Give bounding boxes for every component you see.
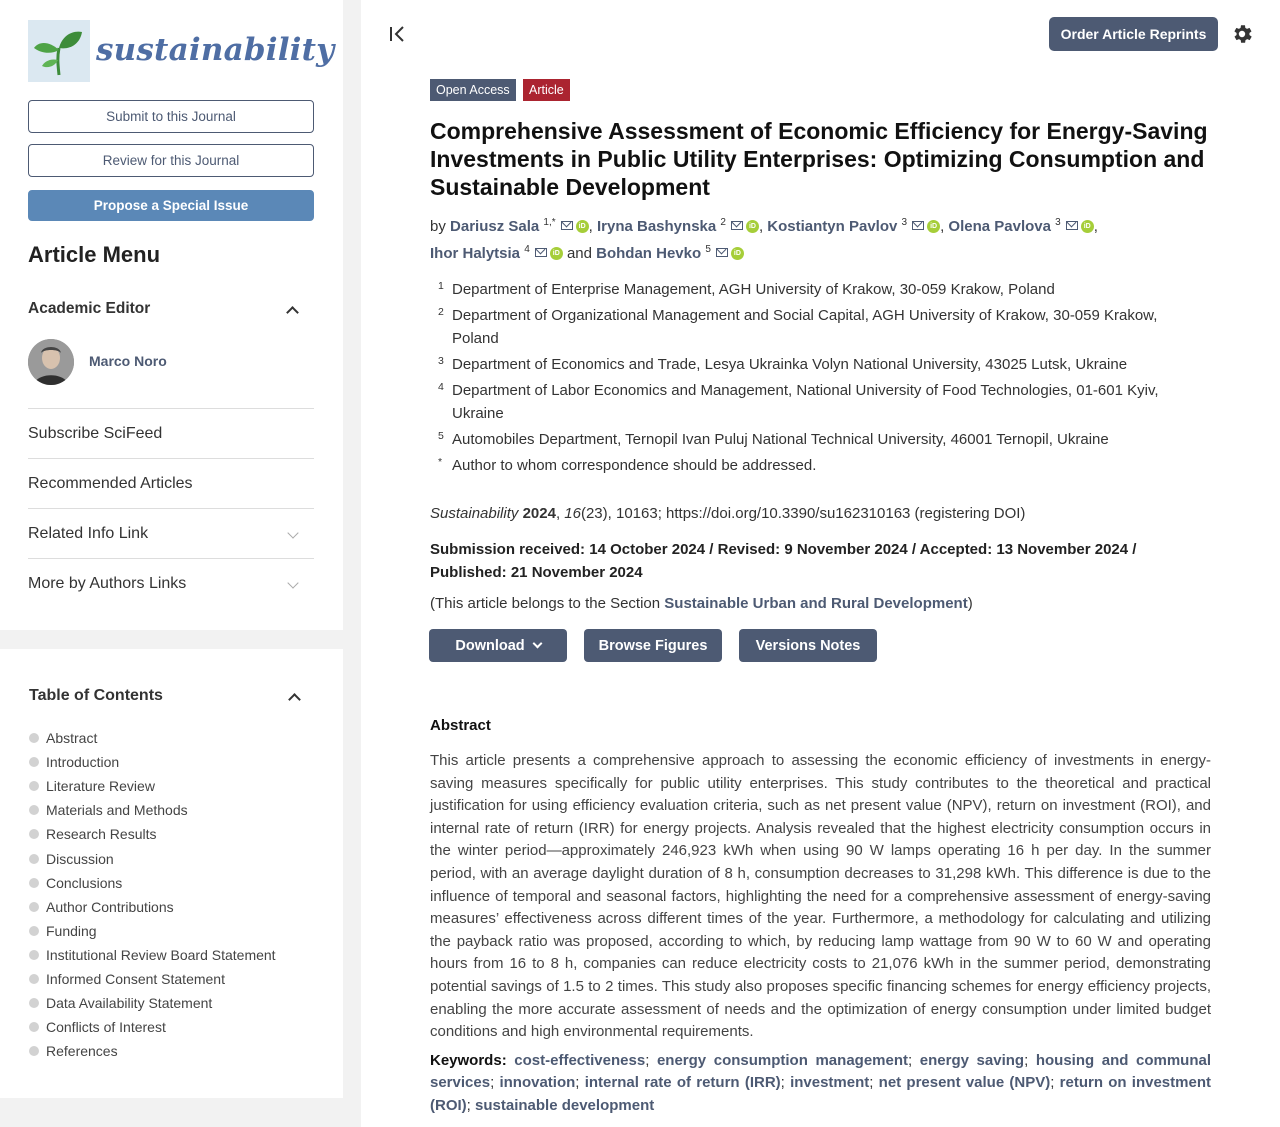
citation-volume: 16 [564, 505, 581, 522]
author-sup: 1,* [543, 217, 556, 228]
keyword-link[interactable]: housing and communal services [430, 1052, 1212, 1092]
affiliation-text: Automobiles Department, Ternopil Ivan Puluj National Technical University, 46001 Ternopil, Ukraine [452, 431, 1109, 448]
orcid-icon[interactable]: iD [746, 220, 759, 233]
article-menu-heading: Article Menu [28, 242, 161, 267]
affiliation [430, 379, 1170, 425]
bullet-icon [29, 1022, 39, 1032]
link-label: Related Info Link [28, 524, 149, 542]
bullet-icon [29, 757, 39, 767]
author-link[interactable]: Kostiantyn Pavlov [767, 218, 898, 235]
chevron-down-icon [532, 639, 542, 649]
link-label: Subscribe SciFeed [28, 424, 163, 442]
related-info-link[interactable] [28, 508, 314, 558]
bullet-icon [29, 926, 39, 936]
orcid-icon[interactable]: iD [927, 220, 940, 233]
journal-logo[interactable] [28, 20, 335, 82]
toc-item-label: Data Availability Statement [46, 995, 213, 1012]
author-link[interactable]: Olena Pavlova [948, 218, 1051, 235]
bullet-icon [29, 974, 39, 984]
affiliation-text: Department of Labor Economics and Management, National University of Food Technologies, 01-601 Kyiv, Ukraine [452, 382, 1159, 422]
section-suffix: ) [967, 595, 973, 612]
publication-dates: Submission received: 14 October 2024 / Revised: 9 November 2024 / Accepted: 13 November 2024 / Published: 21 November 2024 [430, 541, 1137, 581]
gear-icon[interactable] [1230, 22, 1254, 46]
affiliation-text: Department of Enterprise Management, AGH University of Krakow, 30-059 Krakow, Poland [452, 281, 1055, 298]
toc-item[interactable] [29, 846, 276, 870]
author-sup: 3 [1055, 217, 1061, 228]
keyword-link[interactable]: energy saving [919, 1052, 1025, 1069]
toc-list [29, 726, 276, 1063]
toc-item[interactable] [29, 726, 276, 750]
order-reprints-button[interactable]: Order Article Reprints [1049, 17, 1218, 51]
mail-icon[interactable] [716, 248, 728, 257]
keywords: Keywords: cost-effectiveness; energy consumption management; energy saving; housing and communal services; innovation; internal rate of return (IRR); investment; net present value (NPV); return on investment (ROI); sustainable development [430, 1052, 1212, 1114]
toc-item[interactable] [29, 750, 276, 774]
affiliations-list [430, 278, 1170, 480]
article-title: Comprehensive Assessment of Economic Efficiency for Energy-Saving Investments in Public Utility Enterprises: Optimizing Consumption and Sustainable Development [430, 118, 1208, 200]
affiliation-number: * [438, 456, 443, 468]
chevron-down-icon [287, 527, 298, 538]
bullet-icon [29, 902, 39, 912]
keyword-link[interactable]: cost-effectiveness [514, 1052, 646, 1069]
bullet-icon [29, 733, 39, 743]
toc-item-label: Literature Review [46, 778, 155, 795]
toc-item[interactable] [29, 967, 276, 991]
author-link[interactable]: Dariusz Sala [450, 218, 540, 235]
keyword-link[interactable]: sustainable development [475, 1096, 655, 1114]
citation-year: 2024 [522, 505, 556, 522]
author-sup: 3 [901, 217, 908, 228]
author-link[interactable]: Iryna Bashynska [596, 218, 717, 235]
bullet-icon [29, 805, 39, 815]
affiliation-number: 1 [438, 280, 444, 292]
orcid-icon[interactable]: iD [550, 247, 563, 260]
bullet-icon [29, 950, 39, 960]
affiliation [430, 428, 1170, 451]
mail-icon[interactable] [561, 221, 573, 230]
author-sup: 2 [720, 217, 726, 228]
citation: Sustainability 2024, 16(23), 10163; https://doi.org/10.3390/su162310163 (registering DOI) [430, 505, 1026, 522]
toc-item[interactable] [29, 919, 276, 943]
open-access-badge[interactable]: Open Access [430, 79, 516, 101]
affiliation-text: Author to whom correspondence should be addressed. [452, 457, 817, 474]
affiliation-number: 4 [438, 381, 444, 393]
by-label: by [430, 218, 446, 235]
chevron-down-icon [287, 577, 298, 588]
toc-item-label: Materials and Methods [46, 802, 188, 819]
citation-doi[interactable]: (23), 10163; https://doi.org/10.3390/su162310163 (registering DOI) [580, 505, 1026, 522]
toc-item[interactable] [29, 798, 276, 822]
keyword-link[interactable]: net present value (NPV) [878, 1074, 1051, 1092]
toc-item[interactable] [29, 1039, 276, 1063]
affiliation-number: 2 [438, 306, 444, 318]
chevron-up-icon [286, 306, 299, 319]
keyword-link[interactable]: energy consumption management [656, 1052, 908, 1069]
citation-journal: Sustainability [430, 505, 519, 522]
review-button[interactable]: Review for this Journal [28, 144, 314, 177]
toc-item[interactable] [29, 774, 276, 798]
toc-item-label: Author Contributions [46, 898, 174, 915]
article-type-badge: Article [523, 79, 570, 101]
toc-item[interactable] [29, 822, 276, 846]
toc-heading[interactable]: Table of Contents [29, 687, 163, 704]
keyword-link[interactable]: innovation [499, 1074, 576, 1092]
abstract-text: This article presents a comprehensive approach to assessing the economic efficiency of investments in energy-saving measures specifically for public utility enterprises. This study contributes to the theoretical and practical justification for using efficiency evaluation criteria, such as net present value (NPV), return on investment (ROI), and internal rate of return (IRR) for energy projects. Analysis revealed that the highest electricity consumption occurs in the winter period—approximately 246,923 kWh when using 90 W lamps operating 16 h per day. In the summer period, with an average daylight duration of 8 h, consumption decreases to 31,298 kWh. This difference is due to the influence of temporal and seasonal factors, highlighting the need for a comprehensive assessment of energy-saving measures’ effectiveness across different times of the year. Furthermore, a methodology for calculating and utilizing the payback ratio was proposed, according to which, by reducing lamp wattage from 90 W to 60 W and operating hours from 16 to 8 h, companies can reduce electricity costs to 21,076 kWh in the summer period, demonstrating potential savings of 1.5 to 2 times. This study also proposes specific financing schemes for energy efficiency projects, enabling the more accurate assessment of needs and the optimization of energy consumption under limited budget conditions and high environmental requirements. [430, 752, 1211, 1041]
keyword-link[interactable]: return on investment (ROI) [430, 1074, 1211, 1114]
orcid-icon[interactable]: iD [1081, 220, 1094, 233]
avatar [28, 339, 74, 385]
propose-special-issue-button[interactable]: Propose a Special Issue [28, 190, 314, 221]
bullet-icon [29, 854, 39, 864]
toc-item-label: Funding [46, 922, 97, 939]
affiliation [430, 353, 1170, 376]
author-link[interactable]: Bohdan Hevko [596, 245, 702, 262]
sidebar [0, 0, 343, 630]
mail-icon[interactable] [731, 221, 743, 230]
and-label: and [566, 245, 592, 262]
toc-item-label: Abstract [46, 730, 98, 747]
affiliation [430, 304, 1170, 350]
mail-icon[interactable] [912, 221, 924, 230]
orcid-icon[interactable]: iD [576, 220, 589, 233]
section-info [430, 595, 973, 612]
author-link[interactable]: Ihor Halytsia [430, 245, 521, 262]
subscribe-scifeed-link[interactable] [28, 408, 314, 458]
keyword-link[interactable]: internal rate of return (IRR) [584, 1074, 781, 1092]
toc-item-label: Institutional Review Board Statement [46, 946, 276, 963]
toc-item[interactable] [29, 991, 276, 1015]
toc-item[interactable] [29, 943, 276, 967]
journal-name: sustainability [96, 32, 335, 68]
abstract-heading: Abstract [430, 717, 491, 734]
academic-editor-toggle[interactable] [28, 300, 314, 318]
section-link[interactable]: Sustainable Urban and Rural Development [664, 595, 968, 612]
author-sup: 4 [524, 244, 530, 255]
author-sup: 5 [705, 244, 711, 255]
toc-item[interactable] [29, 871, 276, 895]
bullet-icon [29, 998, 39, 1008]
affiliation-text: Department of Organizational Management and Social Capital, AGH University of Krakow, 30-059 Krakow, Poland [452, 307, 1158, 347]
recommended-articles-link[interactable] [28, 458, 314, 508]
bullet-icon [29, 829, 39, 839]
mail-icon[interactable] [1066, 221, 1078, 230]
bullet-icon [29, 781, 39, 791]
bullet-icon [29, 878, 39, 888]
toc-item-label: References [46, 1043, 118, 1060]
more-by-authors-link[interactable] [28, 558, 314, 608]
affiliation [430, 454, 1170, 477]
keyword-link[interactable]: investment [790, 1074, 870, 1092]
download-button[interactable] [429, 629, 567, 662]
mail-icon[interactable] [535, 248, 547, 257]
toc-item-label: Informed Consent Statement [46, 970, 225, 987]
affiliation-number: 3 [438, 355, 444, 367]
download-label: Download [455, 637, 525, 654]
toc-item-label: Conclusions [46, 874, 123, 891]
author-list: by Dariusz Sala $^{1,*}$ iD , Iryna Bashynska $^2$ iD , Kostiantyn Pavlov $^3$ iD , Olena Pavlova $^3$ iD , Ihor Halytsia $^4$ iD and Bohdan Hevko $^5$ iD [430, 217, 1098, 262]
browse-figures-button[interactable]: Browse Figures [584, 629, 722, 662]
affiliation-text: Department of Economics and Trade, Lesya Ukrainka Volyn National University, 43025 Lutsk, Ukraine [452, 356, 1128, 373]
affiliation [430, 278, 1170, 301]
submit-button[interactable]: Submit to this Journal [28, 100, 314, 133]
toc-item[interactable] [29, 895, 276, 919]
keywords-label: Keywords: [430, 1052, 507, 1069]
toc-item-label: Conflicts of Interest [46, 1019, 166, 1036]
article-main [361, 0, 1280, 1127]
link-label: Recommended Articles [28, 474, 193, 492]
toc-item-label: Introduction [46, 754, 120, 771]
versions-notes-button[interactable]: Versions Notes [739, 629, 877, 662]
affiliation-number: 5 [438, 430, 444, 442]
collapse-sidebar-icon[interactable] [389, 25, 407, 43]
editor-name-link[interactable]: Marco Noro [89, 353, 167, 369]
academic-editor-label: Academic Editor [28, 300, 151, 317]
toc-item[interactable] [29, 1015, 276, 1039]
section-prefix: (This article belongs to the Section [430, 595, 665, 612]
leaf-logo-icon [28, 20, 90, 82]
bullet-icon [29, 1046, 39, 1056]
toc-item-label: Research Results [46, 826, 157, 843]
link-label: More by Authors Links [28, 574, 187, 592]
toc-item-label: Discussion [46, 850, 114, 867]
orcid-icon[interactable]: iD [731, 247, 744, 260]
